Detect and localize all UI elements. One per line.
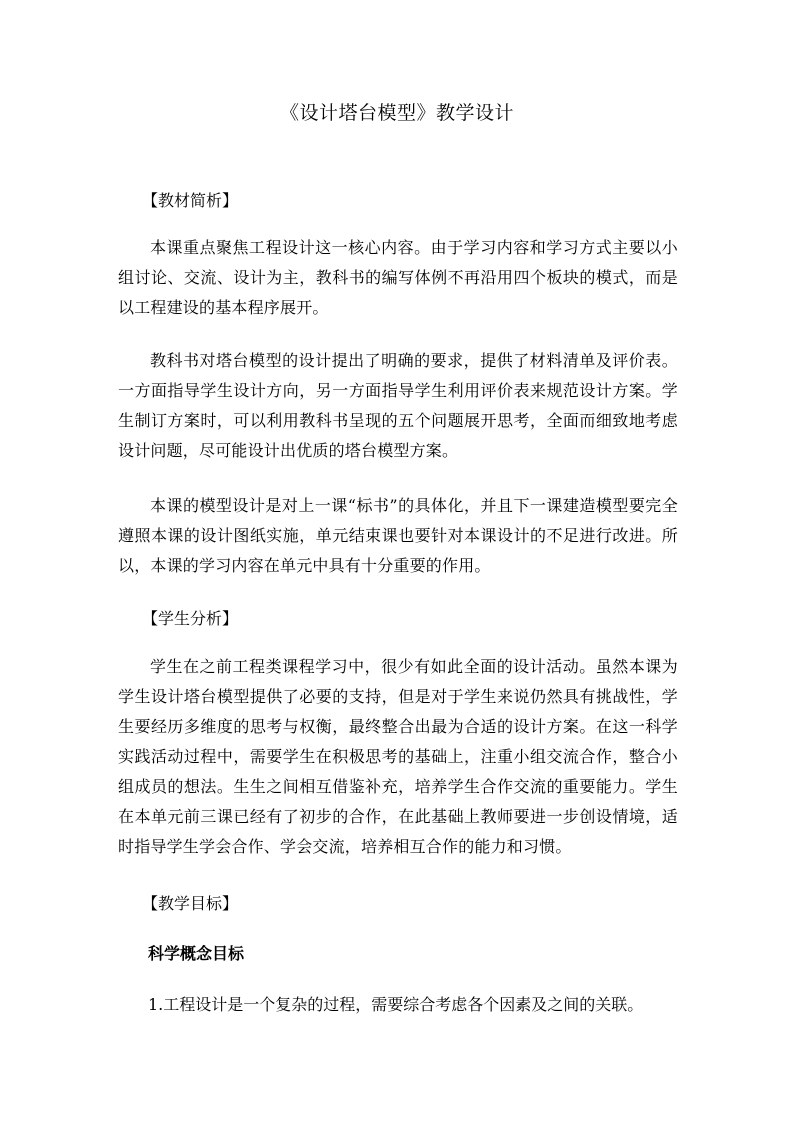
section-heading-students: 【学生分析】 (142, 609, 239, 628)
paragraph-students-1: 学生在之前工程类课程学习中，很少有如此全面的设计活动。虽然本课为学生设计塔台模型提供了必要的支持，但是对于学生来说仍然具有挑战性，学生要经历多维度的思考与权衡，最终整合出最为合适的设计方案。在这一科学实践活动过程中，需要学生在积极思考的基础上，注重小组交流合作，整合小组成员的想法。生生之间相互借鉴补充，培养学生合作交流的重要能力。学生在本单元前三课已经有了初步的合作，在此基础上教师要进一步创设情境，适时指导学生学会合作、学会交流，培养相互合作的能力和习惯。 (118, 657, 678, 856)
objective-item-1: 1.工程设计是一个复杂的过程，需要综合考虑各个因素及之间的关联。 (148, 995, 644, 1014)
document-title: 《设计塔台模型》教学设计 (279, 102, 514, 124)
section-heading-objectives: 【教学目标】 (142, 894, 239, 913)
paragraph-material-1: 本课重点聚焦工程设计这一核心内容。由于学习内容和学习方式主要以小组讨论、交流、设计为主，教科书的编写体例不再沿用四个板块的模式，而是以工程建设的基本程序展开。 (118, 238, 678, 317)
paragraph-material-2: 教科书对塔台模型的设计提出了明确的要求，提供了材料清单及评价表。一方面指导学生设计方向，另一方面指导学生利用评价表来规范设计方案。学生制订方案时，可以利用教科书呈现的五个问题展开思考，全面而细致地考虑设计问题，尽可能设计出优质的塔台模型方案。 (118, 351, 678, 460)
paragraph-material-3: 本课的模型设计是对上一课“标书”的具体化，并且下一课建造模型要完全遵照本课的设计图纸实施，单元结束课也要针对本课设计的不足进行改进。所以，本课的学习内容在单元中具有十分重要的作用。 (118, 496, 678, 575)
section-heading-material: 【教材简析】 (142, 191, 239, 210)
subheading-science-concept: 科学概念目标 (148, 944, 245, 963)
